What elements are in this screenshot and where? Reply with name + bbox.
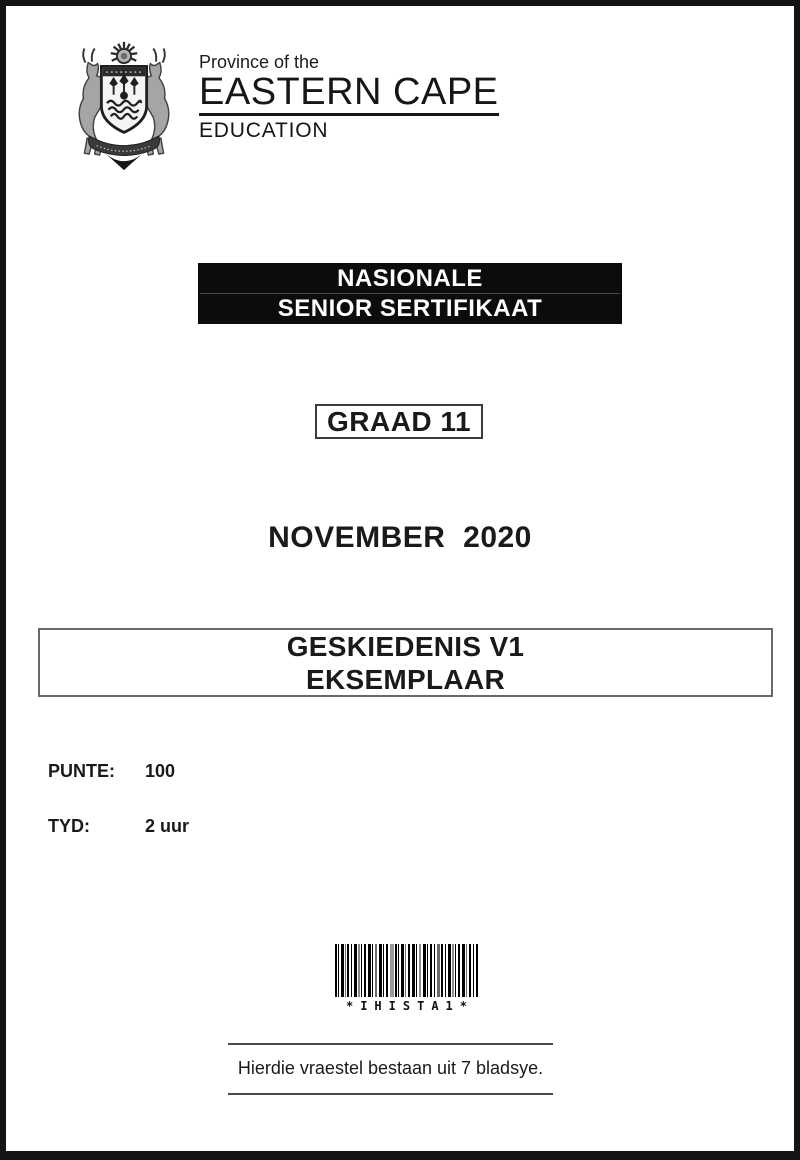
logo-region-name: EASTERN CAPE [199,72,499,116]
marks-row [48,761,175,782]
marks-value: 100 [145,761,176,781]
time-value: 2 uur [145,816,190,836]
marks-label: PUNTE: [48,761,115,781]
barcode-bars-icon [335,944,478,997]
logo-department-name: EDUCATION [199,119,329,142]
logo-province-line: Province of the [199,52,320,72]
footer-note [228,1043,553,1095]
certificate-banner [198,263,622,324]
grade-label: GRAAD 11 [326,405,472,437]
eastern-cape-coat-of-arms-icon [53,40,195,172]
time-row [48,816,189,837]
barcode-text: *IHISTA1* [345,999,475,1013]
exam-session: NOVEMBER 2020 [268,521,532,554]
grade-box [315,404,483,439]
subject-subtitle: EKSEMPLAAR [305,663,505,695]
provincial-logo [53,40,499,172]
subject-box [38,628,773,697]
banner-line-1: NASIONALE [337,265,483,292]
logo-text [199,40,499,143]
time-label: TYD: [48,816,90,836]
subject-title: GESKIEDENIS V1 [286,630,525,662]
footer-note-text: Hierdie vraestel bestaan uit 7 bladsye. [237,1058,544,1078]
barcode [335,944,478,1013]
banner-line-2: SENIOR SERTIFIKAAT [277,295,543,322]
